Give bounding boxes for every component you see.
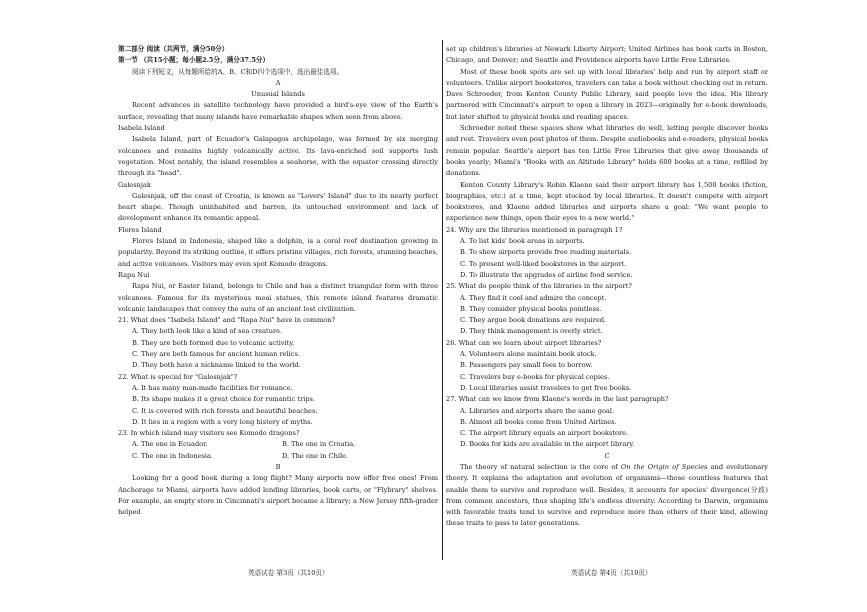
text: and evolutionary theory. It explains the adaptation and evolution of organisms—those countless features that enable them to survive and reproduce well. Besides, it accounts for species' divergence(分歧) from common ancestors, thus shaping life's endless diversity. According to Darwin, organisms with favorable traits tend to survive and reproduce more than others of their kind, allowing these traits to pass to later generations.	[446, 462, 769, 528]
part-heading: 第一节 （共15小题；每小题2.5分，满分37.5分）	[118, 56, 270, 65]
paragraph: Most of these book spots are set up with local libraries' help and run by airport staff or volunteers. Unlike airport bookstores, travelers can take a book without checking out in return. Dave Schroeder, from Kenton County Public Library, said people love the idea. His library partnered with Cincinnati's airport to open a library in 2023—originally for e-book downloads, but later shifted to physical books and reading spaces.	[446, 67, 768, 121]
option: D. It lies in a region with a very long history of myths.	[132, 417, 313, 426]
option-row	[118, 451, 438, 462]
text: The theory of natural selection is the core of	[460, 462, 621, 471]
option: A. Volunteers alone maintain book stock.	[460, 350, 597, 359]
left-column	[118, 44, 438, 518]
right-column	[446, 44, 768, 530]
option: B. To show airports provide free reading materials.	[460, 248, 632, 257]
paragraph: Recent advances in satellite technology have provided a bird's-eye view of the Earth's surface, revealing that many islands have remarkable shapes when seen from above.	[118, 101, 438, 121]
option: A. To list kids' book areas in airports.	[460, 237, 585, 246]
option: D. Local libraries assist travelers to get free books.	[460, 383, 632, 392]
question: 27. What can we know from Klaene's words in the last paragraph?	[446, 395, 669, 404]
column-divider	[442, 40, 443, 560]
question: 25. What do people think of the libraries in the airport?	[446, 282, 632, 291]
option: C. They are both famous for ancient human relics.	[132, 350, 300, 359]
option: C. They argue book donations are required.	[460, 316, 607, 325]
option: D. They think management is overly strict.	[460, 327, 603, 336]
option: C. Travelers buy e-books for physical copies.	[460, 372, 610, 381]
option: B. They are both formed due to volcanic activity.	[132, 338, 295, 347]
question: 24. Why are the libraries mentioned in paragraph 1?	[446, 225, 623, 234]
paragraph: set up children's libraries at Newark Liberty Airport; United Airlines has book carts in Boston, Chicago, and Denver; and Seattle and Providence airports have Little Free Libraries.	[446, 45, 768, 65]
option: D. The one in Chile.	[282, 451, 349, 460]
option: C. The one in Indonesia.	[132, 451, 214, 460]
option: B. Its shape makes it a great choice for romantic trips.	[132, 395, 316, 404]
option: C. It is covered with rich forests and beautiful beaches.	[132, 406, 318, 415]
subheading: Rapa Nui	[118, 270, 150, 279]
passage-letter-b: B	[275, 462, 281, 471]
option: B. The one in Croatia.	[282, 440, 356, 449]
page-footer-left: 英语试卷 第3页（共10页）	[248, 569, 329, 577]
subheading: Isabela Island	[118, 124, 165, 133]
option: A. The one in Ecuador.	[132, 440, 208, 449]
passage-letter-a: A	[275, 78, 281, 87]
option: D. They both have a nickname linked to the world.	[132, 361, 301, 370]
option: A. They both look like a kind of sea creature.	[132, 327, 283, 336]
paragraph: Isabela Island, part of Ecuador's Galapagos archipelago, was formed by six merging volcanoes and remains highly volcanically active. Its lava-enriched soil supports lush vegetation. Most notably, the island resembles a seahorse, with the equator crossing directly through its "head".	[118, 135, 438, 178]
paragraph: Galesnjak, off the coast of Croatia, is known as "Lovers' Island" due to its nearly perfect heart shape. Though uninhabited and barren, its untouched environment and lack of development enhance its romantic appeal.	[118, 191, 438, 223]
paragraph: Kenton County Library's Robin Klaene said their airport library has 1,500 books (fiction, biographies, etc.) at a time, kept stocked by local libraries. It doesn't compete with airport bookstores, and Klaene added libraries and airports share a goal: "We want people to experience new things, open their eyes to a new world."	[446, 180, 768, 223]
passage-title: Unusual Islands	[251, 90, 305, 99]
question: 21. What does "Isabela Island" and "Rapa Nui" have in common?	[118, 316, 336, 325]
question: 26. What can we learn about airport libraries?	[446, 338, 602, 347]
paragraph: Looking for a good book during a long flight? Many airports now offer free ones! From Anchorage to Miami, airports have added lending libraries, book carts, or "Flybrary" shelves. For example, an empty store in Cincinnati's airport became a library; a New Jersey fifth-grader helped	[118, 474, 438, 517]
subheading: Flores Island	[118, 225, 162, 234]
passage-letter-c: C	[604, 451, 610, 460]
question: 22. What is special for "Galesnjak"?	[118, 372, 238, 381]
section-title: 第二部分 阅读（共两节，满分50分）	[118, 45, 229, 53]
option: A. Libraries and airports share the same goal.	[460, 406, 615, 415]
option: C. To present well-liked bookstores in the airport.	[460, 259, 627, 268]
paragraph: Flores Island in Indonesia, shaped like a dolphin, is a coral reef destination growing in popularity. Beyond its striking outline, it offers pristine villages, rich forests, stunning beaches, and active volcanoes. Visitors may even spot Komodo dragons.	[118, 237, 438, 268]
option: D. To illustrate the upgrades of airline food service.	[460, 270, 633, 279]
option: A. It has many man-made facilities for romance.	[132, 383, 293, 392]
option: B. Passengers pay small fees to borrow.	[460, 361, 593, 370]
book-title: On the Origin of Species	[620, 462, 708, 471]
option-row	[118, 439, 438, 450]
option: B. They consider physical books pointless.	[460, 304, 602, 313]
option: D. Books for kids are available in the airport library.	[460, 440, 635, 449]
option: A. They find it cool and admire the concept.	[460, 293, 607, 302]
subheading: Galesnjak	[118, 180, 151, 189]
paragraph	[446, 462, 768, 530]
paragraph: Schroeder noted these spaces show what libraries do well, letting people discover books and rest. Travelers even post photos of them. Despite audiobooks and e-readers, physical books remain popular. Seattle's airport has ten Little Free Libraries that give away thousands of books yearly; Miami's "Books with an Altitude Library" holds 600 books at a time, refilled by donations.	[446, 124, 768, 178]
instruction: 阅读下列短文，从每题所给的A、B、C和D四个选项中，选出最佳选项。	[132, 67, 344, 76]
question: 23. In which island may visitors see Komodo dragons?	[118, 429, 300, 438]
option: B. Almost all books come from United Airlines.	[460, 417, 617, 426]
page-footer-right: 英语试卷 第4页（共10页）	[571, 569, 652, 577]
paragraph: Rapa Nui, or Easter Island, belongs to Chile and has a distinct triangular form with three volcanoes. Famous for its mysterious moai statues, this remote island features dramatic volcanic landscapes that convey the aura of an ancient lost civilization.	[118, 282, 438, 313]
option: C. The airport library equals an airport bookstore.	[460, 429, 629, 438]
